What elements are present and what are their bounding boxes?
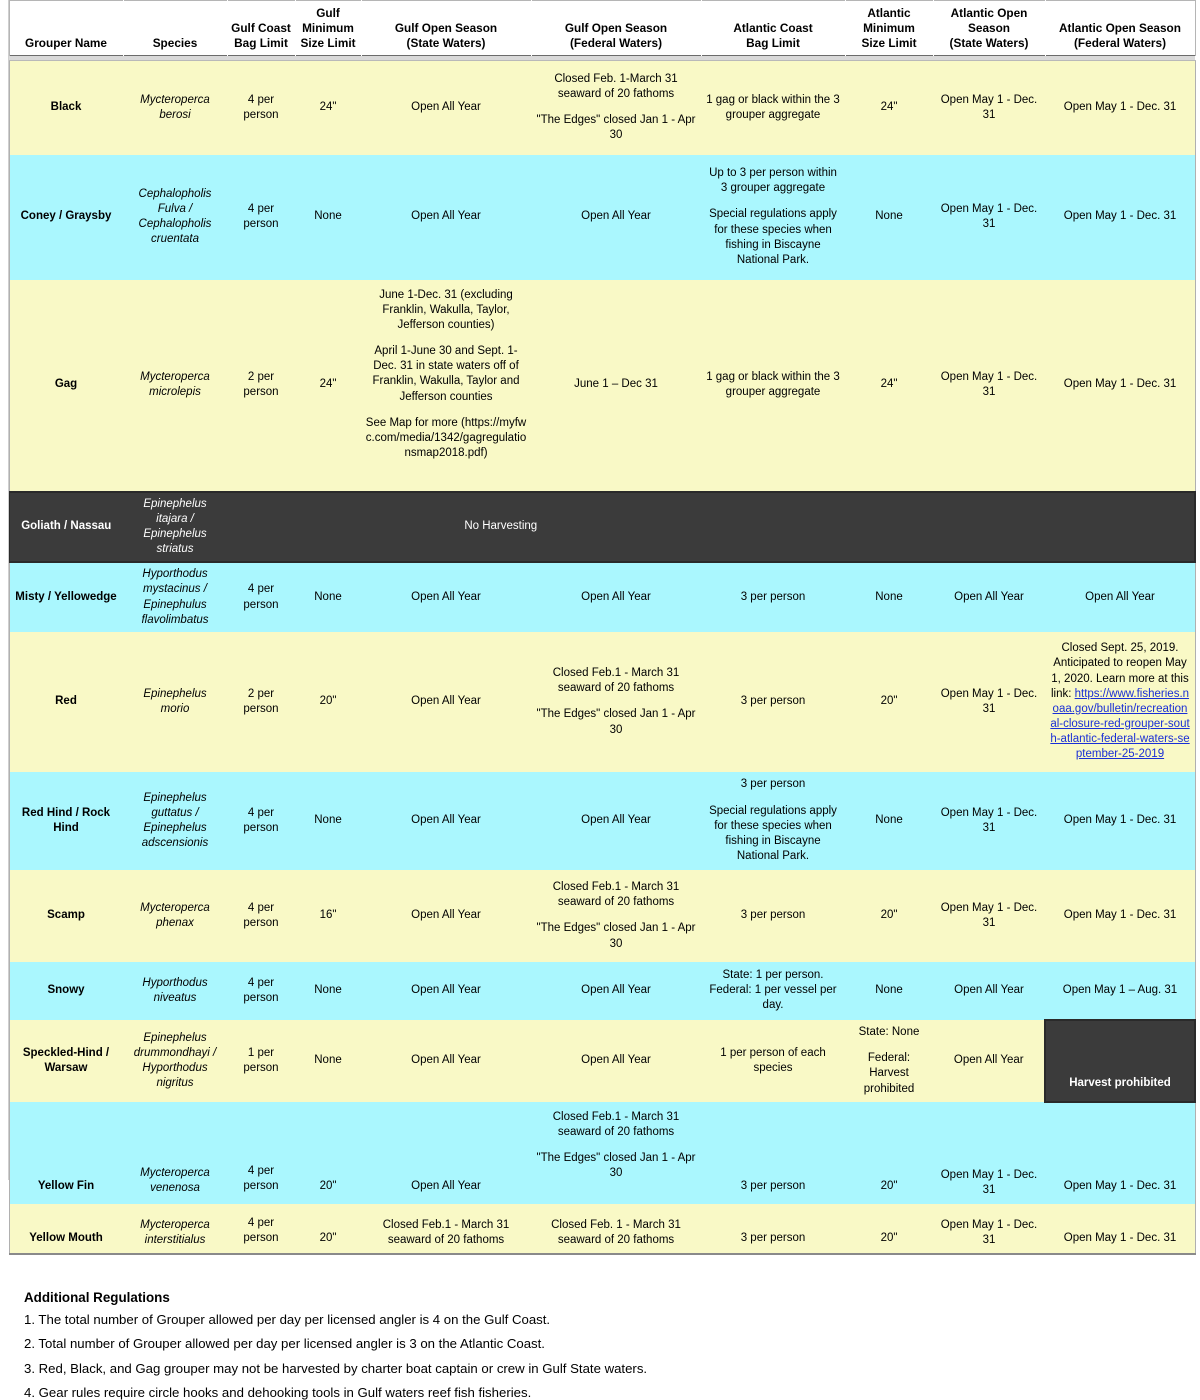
header-line: Bag Limit [746,35,800,50]
cell-atlantic-federal: Open All Year [1045,562,1195,632]
column-header-grouper-name [9,1,123,56]
cell-no-harvesting-note: No Harvesting [227,492,1195,563]
paragraph: "The Edges" closed Jan 1 - Apr 30 [536,922,696,950]
row-species-goliath-nassau: Epinephelus itajara / Epinephelus striatus [123,492,227,563]
paragraph-gap [536,102,697,113]
cell-gulf-bag: 4 per person [227,1102,295,1204]
cell-gulf-bag: 4 per person [227,1204,295,1254]
cell-gulf-federal [531,870,701,962]
header-line: Gulf Open Season [564,20,668,35]
cell-atlantic-size: None [845,562,933,632]
paragraph: "The Edges" closed Jan 1 - Apr 30 [536,708,696,736]
table-row [9,280,1195,492]
paragraph: Closed Feb.1 - March 31 seaward of 20 fathoms [552,1110,680,1139]
cell-gulf-federal: June 1 – Dec 31 [531,280,701,492]
paragraph: See Map for more (https://myfwc.com/media/1342/gagregulationsmap2018.pdf) [365,416,527,460]
cell-gulf-state: Open All Year [361,61,531,155]
regulation-item: 2. Total number of Grouper allowed per day per licensed angler is 3 on the Atlantic Coast. [24,1336,545,1352]
cell-gulf-bag: 4 per person [227,962,295,1020]
column-header-atlantic-bag-limit [701,1,845,56]
header-line: (Federal Waters) [1074,35,1166,50]
cell-gulf-federal: Open All Year [531,562,701,632]
cell-atlantic-bag [701,772,845,870]
row-species-misty-yellowedge: Hyporthodus mystacinus / Epinephulus flavolimbatus [123,562,227,632]
cell-gulf-state: Open All Year [361,155,531,280]
cell-atlantic-state: Open All Year [933,1020,1045,1102]
header-line: Minimum [302,20,354,35]
table-header [9,1,1195,61]
cell-gulf-federal: Open All Year [531,1020,701,1102]
row-species-red: Epinephelus morio [123,632,227,772]
cell-gulf-state: Open All Year [361,962,531,1020]
cell-gulf-federal: Open All Year [531,155,701,280]
row-name-snowy: Snowy [9,962,123,1020]
row-species-yellow-fin: Mycteroperca venenosa [123,1102,227,1204]
paragraph: Special regulations apply for these species when fishing in Biscayne National Park. [709,804,837,863]
row-name-yellow-mouth: Yellow Mouth [9,1204,123,1254]
cell-atlantic-size: 20" [845,1204,933,1254]
cell-atlantic-state: Open May 1 - Dec. 31 [933,870,1045,962]
cell-atlantic-size: 24" [845,61,933,155]
cell-atlantic-state: Open May 1 - Dec. 31 [933,1204,1045,1254]
row-species-coney-graysby: Cephalopholis Fulva / Cephalopholis cruentata [123,155,227,280]
row-name-goliath-nassau: Goliath / Nassau [9,492,123,563]
cell-gulf-bag: 4 per person [227,562,295,632]
cell-atlantic-state: Open May 1 - Dec. 31 [933,1102,1045,1204]
table-row [9,1204,1195,1254]
cell-atlantic-state: Open May 1 - Dec. 31 [933,632,1045,772]
cell-atlantic-size: 24" [845,280,933,492]
column-header-atlantic-min-size [845,1,933,56]
cell-gulf-size: None [295,1020,361,1102]
cell-gulf-federal [531,632,701,772]
cell-gulf-state [361,280,531,492]
paragraph: "The Edges" closed Jan 1 - Apr 30 [536,1152,696,1180]
cell-atlantic-federal: Open May 1 - Dec. 31 [1045,1204,1195,1254]
regulation-item: 4. Gear rules require circle hooks and dehooking tools in Gulf waters reef fish fisheries. [24,1384,532,1400]
cell-atlantic-federal: Open May 1 - Dec. 31 [1045,870,1195,962]
column-header-atlantic-open-season-federal [1045,1,1195,56]
cell-atlantic-federal-harvest-prohibited: Harvest prohibited [1045,1020,1195,1102]
header-line: (State Waters) [406,35,486,50]
cell-atlantic-federal [1045,632,1195,772]
cell-gulf-federal: Open All Year [531,962,701,1020]
cell-atlantic-bag: 3 per person [701,870,845,962]
paragraph-gap [536,1140,697,1151]
cell-gulf-state: Open All Year [361,1020,531,1102]
cell-atlantic-state: Open All Year [933,962,1045,1020]
table-row [9,1020,1195,1102]
paragraph-gap [706,196,841,207]
table-row [9,870,1195,962]
header-row [9,1,1195,56]
header-line: Atlantic Coast [733,20,813,35]
cell-gulf-bag: 4 per person [227,772,295,870]
cell-gulf-size: 24" [295,61,361,155]
paragraph: Up to 3 per person within 3 grouper aggregate [709,166,837,195]
cell-atlantic-federal: Open May 1 - Dec. 31 [1045,1102,1195,1204]
cell-atlantic-federal: Open May 1 - Dec. 31 [1045,772,1195,870]
column-header-gulf-bag-limit [227,1,295,56]
cell-atlantic-state: Open May 1 - Dec. 31 [933,772,1045,870]
table-row [9,1102,1195,1204]
cell-atlantic-bag: 1 gag or black within the 3 grouper aggregate [701,280,845,492]
cell-gulf-bag: 2 per person [227,632,295,772]
header-line: Grouper Name [25,35,107,50]
cell-atlantic-size [845,1020,933,1102]
cell-atlantic-state: Open All Year [933,562,1045,632]
header-line: Species [152,35,198,50]
cell-atlantic-state: Open May 1 - Dec. 31 [933,61,1045,155]
paragraph: 3 per person [740,778,806,791]
cell-atlantic-size: 20" [845,870,933,962]
cell-atlantic-bag: 1 gag or black within the 3 grouper aggregate [701,61,845,155]
cell-atlantic-state: Open May 1 - Dec. 31 [933,280,1045,492]
cell-atlantic-size: None [845,772,933,870]
cell-atlantic-bag: 3 per person [701,562,845,632]
cell-gulf-size: 16" [295,870,361,962]
grouper-regulations-table [8,0,1196,1255]
cell-gulf-size: None [295,962,361,1020]
regulation-item: 3. Red, Black, and Gag grouper may not be harvested by charter boat captain or crew in Gulf State waters. [24,1360,648,1376]
cell-gulf-size: None [295,772,361,870]
table-row [9,772,1195,870]
paragraph-gap [536,910,697,921]
cell-atlantic-bag: State: 1 per person. Federal: 1 per vessel per day. [701,962,845,1020]
cell-gulf-size: None [295,155,361,280]
table-row [9,562,1195,632]
cell-atlantic-federal: Open May 1 - Dec. 31 [1045,280,1195,492]
row-species-snowy: Hyporthodus niveatus [123,962,227,1020]
row-species-gag: Mycteroperca microlepis [123,280,227,492]
header-line: Gulf Coast [231,20,291,35]
row-species-yellow-mouth: Mycteroperca interstitialus [123,1204,227,1254]
paragraph-gap [366,333,527,344]
table-row [9,155,1195,280]
column-header-gulf-open-season-state [361,1,531,56]
paragraph-gap [366,405,527,416]
cell-atlantic-bag [701,155,845,280]
cell-atlantic-size: None [845,155,933,280]
left-margin-rail [0,0,9,1180]
header-line: Size Limit [300,35,356,50]
header-line: Gulf [316,5,340,20]
cell-atlantic-size: 20" [845,1102,933,1204]
cell-gulf-state: Closed Feb.1 - March 31 seaward of 20 fathoms [361,1204,531,1254]
cell-atlantic-bag: 3 per person [701,1102,845,1204]
cell-gulf-federal [531,1102,701,1204]
regulation-item: 1. The total number of Grouper allowed per day per licensed angler is 4 on the Gulf Coast. [24,1312,551,1328]
header-line: Atlantic Open Season [1059,20,1181,35]
column-header-atlantic-open-season-state [933,1,1045,56]
cell-gulf-state: Open All Year [361,1102,531,1204]
row-species-speckled-hind-warsaw: Epinephelus drummondhayi / Hyporthodus nigritus [123,1020,227,1102]
table-row [9,61,1195,155]
row-name-yellow-fin: Yellow Fin [9,1102,123,1204]
row-name-misty-yellowedge: Misty / Yellowedge [9,562,123,632]
paragraph: June 1-Dec. 31 (excluding Franklin, Wakulla, Taylor, Jefferson counties) [379,288,513,331]
header-line: Size Limit [861,35,917,50]
cell-atlantic-size: 20" [845,632,933,772]
column-header-gulf-min-size [295,1,361,56]
paragraph-gap [706,793,841,804]
cell-gulf-federal [531,61,701,155]
paragraph-gap [536,696,697,707]
noaa-bulletin-link[interactable]: https://www.fisheries.noaa.gov/bulletin/recreational-closure-red-grouper-south-atlantic-federal-waters-september-25-2019 [1050,687,1190,761]
paragraph: "The Edges" closed Jan 1 - Apr 30 [536,114,696,142]
cell-gulf-state: Open All Year [361,870,531,962]
paragraph: Special regulations apply for these species when fishing in Biscayne National Park. [709,208,837,266]
paragraph: Closed Feb.1 - March 31 seaward of 20 fathoms [552,667,680,695]
header-line: (Federal Waters) [570,35,662,50]
cell-atlantic-bag: 3 per person [701,632,845,772]
cell-gulf-size: 24" [295,280,361,492]
header-line: Season [968,20,1010,35]
table-row [9,492,1195,563]
row-name-speckled-hind-warsaw: Speckled-Hind / Warsaw [9,1020,123,1102]
paragraph: Closed Feb.1 - March 31 seaward of 20 fathoms [552,881,680,909]
table-body [9,61,1195,1254]
paragraph: April 1-June 30 and Sept. 1-Dec. 31 in state waters off of Franklin, Wakulla, Taylor and Jefferson counties [372,345,520,403]
cell-gulf-size: 20" [295,1204,361,1254]
cell-gulf-bag: 2 per person [227,280,295,492]
row-name-scamp: Scamp [9,870,123,962]
header-line: Minimum [863,20,915,35]
cell-gulf-bag: 1 per person [227,1020,295,1102]
cell-gulf-bag: 4 per person [227,155,295,280]
header-line: Bag Limit [234,35,288,50]
column-header-species [123,1,227,56]
paragraph-gap [850,1040,929,1051]
row-name-black: Black [9,61,123,155]
cell-atlantic-size: None [845,962,933,1020]
paragraph: Federal: Harvest prohibited [863,1052,915,1095]
row-name-gag: Gag [9,280,123,492]
column-header-gulf-open-season-federal [531,1,701,56]
cell-atlantic-federal: Open May 1 – Aug. 31 [1045,962,1195,1020]
cell-gulf-state: Open All Year [361,632,531,772]
header-line: Atlantic [867,5,911,20]
row-name-red: Red [9,632,123,772]
cell-atlantic-state: Open May 1 - Dec. 31 [933,155,1045,280]
cell-gulf-state: Open All Year [361,772,531,870]
table-row [9,632,1195,772]
row-name-coney-graysby: Coney / Graysby [9,155,123,280]
paragraph: Closed Feb. 1-March 31 seaward of 20 fathoms [554,72,678,101]
cell-gulf-state: Open All Year [361,562,531,632]
header-line: (State Waters) [949,35,1029,50]
cell-atlantic-bag: 1 per person of each species [701,1020,845,1102]
paragraph: State: None [858,1026,920,1039]
table-row [9,962,1195,1020]
row-species-black: Mycteroperca berosi [123,61,227,155]
row-species-red-hind-rock-hind: Epinephelus guttatus / Epinephelus adscensionis [123,772,227,870]
cell-atlantic-federal: Open May 1 - Dec. 31 [1045,61,1195,155]
cell-gulf-size: 20" [295,1102,361,1204]
row-name-red-hind-rock-hind: Red Hind / Rock Hind [9,772,123,870]
header-line: Gulf Open Season [394,20,498,35]
cell-gulf-federal: Closed Feb. 1 - March 31 seaward of 20 fathoms [531,1204,701,1254]
closure-note: Closed Sept. 25, 2019. Anticipated to reopen May 1, 2020. Learn more at this link: [1050,642,1189,700]
cell-gulf-size: None [295,562,361,632]
cell-gulf-federal: Open All Year [531,772,701,870]
cell-atlantic-bag: 3 per person [701,1204,845,1254]
row-species-scamp: Mycteroperca phenax [123,870,227,962]
additional-regulations-section [24,1291,1200,1399]
cell-gulf-bag: 4 per person [227,61,295,155]
cell-gulf-bag: 4 per person [227,870,295,962]
cell-atlantic-federal: Open May 1 - Dec. 31 [1045,155,1195,280]
additional-regulations-title: Additional Regulations [24,1289,170,1305]
cell-gulf-size: 20" [295,632,361,772]
header-line: Atlantic Open [950,5,1028,20]
